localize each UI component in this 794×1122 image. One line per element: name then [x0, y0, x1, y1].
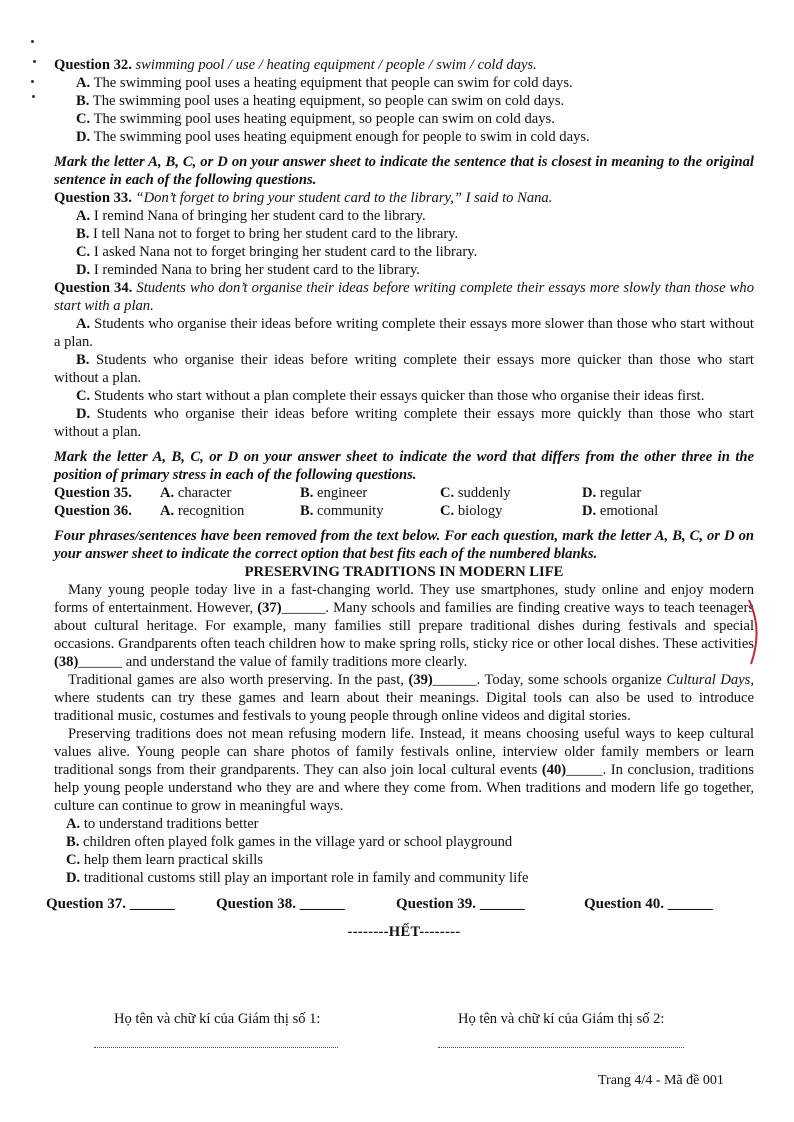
passage-text: ______. Many schools and families are finding creative ways to teach teenagers about cultural heritage. For example, many families still prepare traditional dishes during festivals and special occasions. Grandparents often teach children how to make spring rolls, sticky rice or other local dishes. These activities [54, 600, 755, 652]
signature-line-1 [94, 1047, 338, 1048]
option-letter: D. [66, 870, 81, 886]
option-34d [54, 405, 754, 441]
blank-40: (40) [541, 762, 567, 778]
option-text: The swimming pool uses a heating equipment, so people can swim on cold days. [89, 93, 565, 109]
passage-title: PRESERVING TRADITIONS IN MODERN LIFE [244, 564, 564, 580]
option-letter: D. [582, 503, 597, 519]
option-34b [54, 351, 754, 387]
option-36a [160, 502, 300, 520]
question-prompt: Students who don’t organise their ideas before writing complete their essays more slowly than those who start with a plan. [54, 280, 754, 314]
option-35b [300, 484, 440, 502]
passage-text: ______ and understand the value of family traditions more clearly. [78, 654, 468, 670]
option-text: children often played folk games in the village yard or school playground [79, 834, 513, 850]
option-text: suddenly [454, 485, 511, 501]
option-text: The swimming pool uses heating equipment, so people can swim on cold days. [90, 111, 555, 127]
option-33b [54, 225, 754, 243]
option-text: community [313, 503, 384, 519]
option-32c [54, 110, 754, 128]
option-35c [440, 484, 582, 502]
passage-text: Preserving traditions does not mean refusing modern life. Instead, it means choosing useful ways to keep cultural values alive. Young people can share photos of family festivals online, interview older family members or learn traditional songs from their grandparents. They can also join local cultural events [54, 726, 754, 778]
question-label: Question 35. [54, 485, 132, 501]
blank-39: (39) [408, 672, 433, 688]
option-36b [300, 502, 440, 520]
question-prompt: “Don’t forget to bring your student card to the library,” I said to Nana. [135, 190, 553, 206]
option-letter: B. [76, 352, 90, 368]
option-letter: B. [76, 93, 90, 109]
option-letter: C. [76, 111, 91, 127]
question-label: Question 34. [54, 280, 133, 296]
option-text: I reminded Nana to bring her student card to the library. [90, 262, 420, 278]
option-letter: A. [66, 816, 81, 832]
option-33c [54, 243, 754, 261]
option-text: help them learn practical skills [80, 852, 263, 868]
instruction-primary-stress: Mark the letter A, B, C, or D on your answer sheet to indicate the word that differs from the other three in the position of primary stress in each of the following questions. [54, 449, 754, 483]
answer-38: Question 38. ______ [216, 896, 345, 912]
option-letter: B. [66, 834, 80, 850]
option-letter: C. [76, 244, 91, 260]
option-letter: D. [76, 129, 91, 145]
option-35d [582, 484, 732, 502]
option-letter: C. [76, 388, 91, 404]
question-32 [54, 56, 754, 74]
question-label: Question 33. [54, 190, 132, 206]
option-34c [54, 387, 754, 405]
choice-b [54, 833, 754, 851]
instruction-fill-blanks: Four phrases/sentences have been removed from the text below. For each question, mark the letter A, B, C, or D on your answer sheet to indicate the correct option that best fits each of the numbered blanks. [54, 528, 754, 562]
option-letter: D. [76, 262, 91, 278]
question-label: Question 32. [54, 57, 132, 73]
option-text: biology [454, 503, 503, 519]
scan-dot [31, 80, 34, 83]
option-letter: A. [76, 208, 91, 224]
passage-italic: Cultural Days, [666, 672, 755, 688]
option-letter: A. [76, 316, 91, 332]
option-text: Students who organise their ideas before writing complete their essays more quicker than those who start without a plan. [54, 352, 754, 386]
option-33d [54, 261, 754, 279]
option-letter: C. [440, 485, 455, 501]
option-letter: D. [76, 406, 91, 422]
question-36 [54, 502, 754, 520]
option-letter: A. [160, 503, 175, 519]
passage-paragraph-2 [54, 671, 754, 725]
scan-dot [33, 60, 36, 63]
signature-line-2 [438, 1047, 684, 1048]
signature-label-2: Họ tên và chữ kí của Giám thị số 2: [458, 1011, 665, 1027]
question-label: Question 36. [54, 503, 132, 519]
passage-text: where students can try these games and learn about their meanings. Digital tools can also be used to introduce traditional music, costumes and festivals to young people through online videos and digital stories. [54, 690, 754, 724]
option-text: Students who organise their ideas before writing complete their essays more quickly than those who start without a plan. [54, 406, 754, 440]
option-text: Students who organise their ideas before writing complete their essays more slower than those who start without a plan. [54, 316, 754, 350]
option-letter: D. [582, 485, 597, 501]
scan-dot [32, 95, 35, 98]
question-prompt: swimming pool / use / heating equipment / people / swim / cold days. [135, 57, 537, 73]
option-text: regular [596, 485, 642, 501]
option-text: The swimming pool uses a heating equipment that people can swim for cold days. [90, 75, 573, 91]
option-32a [54, 74, 754, 92]
passage-text: ______. Today, some schools organize [432, 672, 667, 688]
option-letter: C. [66, 852, 81, 868]
answer-39: Question 39. ______ [396, 896, 525, 912]
option-36d [582, 502, 732, 520]
option-text: I asked Nana not to forget bringing her student card to the library. [90, 244, 478, 260]
option-letter: A. [160, 485, 175, 501]
page-footer: Trang 4/4 - Mã đề 001 [598, 1073, 724, 1088]
blank-37: (37) [257, 600, 282, 616]
option-text: I tell Nana not to forget to bring her student card to the library. [89, 226, 459, 242]
choice-c [54, 851, 754, 869]
question-34 [54, 279, 754, 315]
option-36c [440, 502, 582, 520]
signature-label-1: Họ tên và chữ kí của Giám thị số 1: [114, 1011, 321, 1027]
answer-40: Question 40. ______ [584, 896, 713, 912]
passage-paragraph-1 [54, 581, 754, 671]
option-letter: A. [76, 75, 91, 91]
exam-page [46, 56, 755, 941]
option-letter: B. [300, 485, 314, 501]
option-letter: C. [440, 503, 455, 519]
option-34a [54, 315, 754, 351]
answer-row [46, 891, 754, 917]
passage-text: Traditional games are also worth preserving. In the past, [68, 672, 409, 688]
answer-37: Question 37. ______ [46, 896, 175, 912]
end-marker: --------HẾT-------- [347, 924, 461, 940]
question-35 [54, 484, 754, 502]
option-text: character [174, 485, 232, 501]
option-text: to understand traditions better [80, 816, 259, 832]
passage-paragraph-3 [54, 725, 754, 815]
option-letter: B. [300, 503, 314, 519]
passage-text: Many young people today live in a fast-changing world. They use smartphones, study online and enjoy modern forms of entertainment. However, [54, 582, 754, 616]
option-32d [54, 128, 754, 146]
bracket-mark [745, 598, 769, 668]
passage-text: _____. In conclusion, traditions help young people understand who they are and where they come from. When traditions and modern life go together, culture can continue to grow in meaningful ways. [54, 762, 754, 814]
option-text: engineer [313, 485, 368, 501]
question-33 [54, 189, 754, 207]
option-33a [54, 207, 754, 225]
choice-d [54, 869, 754, 887]
blank-38: (38) [54, 654, 79, 670]
option-32b [54, 92, 754, 110]
scan-dot [31, 40, 34, 43]
option-text: emotional [596, 503, 659, 519]
option-letter: B. [76, 226, 90, 242]
instruction-closest-meaning: Mark the letter A, B, C, or D on your answer sheet to indicate the sentence that is closest in meaning to the original sentence in each of the following questions. [54, 154, 754, 188]
option-text: traditional customs still play an important role in family and community life [80, 870, 529, 886]
option-35a [160, 484, 300, 502]
option-text: recognition [174, 503, 245, 519]
option-text: Students who start without a plan complete their essays quicker than those who organise their ideas first. [90, 388, 705, 404]
option-text: I remind Nana of bringing her student card to the library. [90, 208, 426, 224]
option-text: The swimming pool uses heating equipment enough for people to swim in cold days. [90, 129, 590, 145]
choice-a [54, 815, 754, 833]
